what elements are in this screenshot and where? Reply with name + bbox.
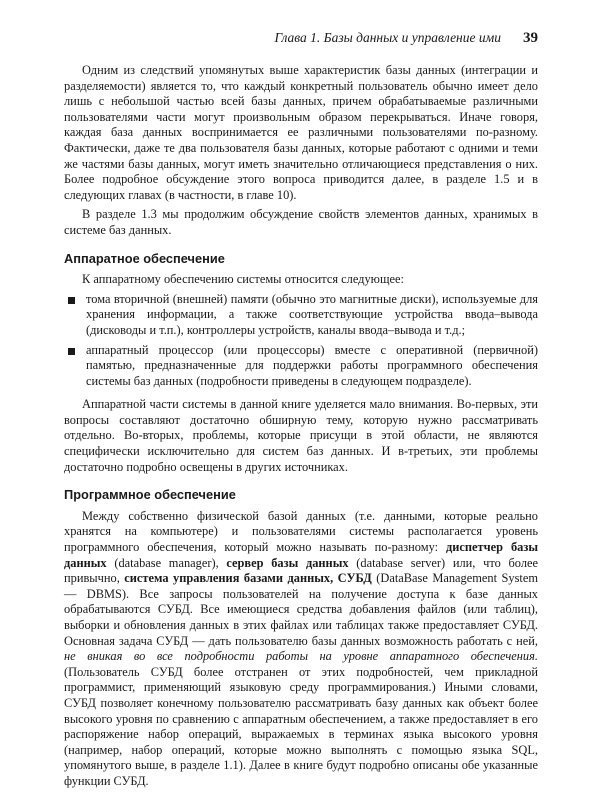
hardware-paragraph: Аппаратной части системы в данной книге уделяется мало внимания. Во-первых, эти вопросы составляют достаточно обширную тему, которую нужно рассматривать отдельно. Во-вторых, проблемы, которые присущи в этой области, не являются специфически исключительно для систем баз данных. И в-третьих, эти проблемы достаточно подробно освещены в других источниках. xyxy=(64,397,538,474)
text-run: Между собственно физической базой данных (т.е. данными, которые реально хранятся на компьютере) и пользователями системы располагается уровень программного обеспечения, который можно называть по-разному: xyxy=(64,508,538,555)
term-database-manager: диспетчер базы данных xyxy=(64,540,539,570)
term-database-server: сервер базы данных xyxy=(226,555,349,570)
hardware-lead: К аппаратному обеспечению системы относится следующее: xyxy=(82,272,404,287)
hardware-heading: Аппаратное обеспечение xyxy=(64,250,225,266)
text-run: (database manager), xyxy=(106,555,227,570)
page-body xyxy=(64,63,538,794)
hardware-list xyxy=(64,292,538,390)
intro-paragraph-1: Одним из следствий упомянутых выше характеристик базы данных (интеграции и разделяемости) является то, что каждый конкретный пользователь обычно имеет дело лишь с небольшой частью всей базы данных, причем обрабатываемые различными пользователями части могут произвольным образом перекрываться. Иначе говоря, каждая база данных воспринимается ее различными пользователями по-разному. Фактически, даже те два пользователя базы данных, которые работают с одними и теми же частями базы данных, могут иметь значительно отличающиеся представления о них. Более подробное обсуждение этого вопроса приводится далее, в разделе 1.5 и в следующих главах (в частности, в главе 10). xyxy=(64,63,538,202)
software-heading: Программное обеспечение xyxy=(64,487,236,503)
square-bullet-icon xyxy=(68,297,75,304)
chapter-title: Глава 1. Базы данных и управление ими xyxy=(274,30,501,45)
list-item-text: аппаратный процессор (или процессоры) вместе с оперативной (первичной) памятью, предназначенные для поддержки работы программного обеспечения системы баз данных (подробности приведены в следующем подразделе). xyxy=(86,342,538,388)
square-bullet-icon xyxy=(68,348,75,355)
running-head xyxy=(274,30,538,47)
text-run: (DataBase Management System — DBMS). Все запросы пользователей на получение доступа к базе данных обрабатываются СУБД. Все имеющиеся средства добавления файлов (или таблиц), выборки и обновления данных в этих файлах или таблицах также предоставляет СУБД. Основная задача СУБД — дать пользователю базы данных возможность работать с ней, xyxy=(64,571,538,648)
intro-paragraph-2: В разделе 1.3 мы продолжим обсуждение свойств элементов данных, хранимых в системе баз данных. xyxy=(64,207,538,237)
list-item xyxy=(64,292,538,339)
text-run: (Пользователь СУБД более отстранен от этих подробностей, чем прикладной программист, применяющий языковую среду программирования.) Иными словами, СУБД позволяет конечному пользователю рассматривать базу данных как объект более высокого уровня по сравнению с аппаратным обеспечением, а также предоставляет в его распоряжение набор операций, выражаемых в терминах языка высокого уровня (например, набор операций, которые можно выполнять с помощью языка SQL, упомянутого выше, в разделе 1.1). Далее в книге будут подробно описаны обе указанные функции СУБД. xyxy=(64,664,538,788)
emphasis-text: не вникая во все подробности работы на уровне аппаратного обеспечения. xyxy=(64,649,538,664)
term-dbms: система управления базами данных, СУБД xyxy=(124,571,372,586)
page-number: 39 xyxy=(523,30,538,46)
list-item-text: тома вторичной (внешней) памяти (обычно это магнитные диски), используемые для хранения информации, а также соответствующие устройства ввода–вывода (дисководы и т.п.), контроллеры устройств, каналы ввода–вывода и т.д.; xyxy=(86,291,538,337)
list-item xyxy=(64,343,538,390)
text-run: (database server) или, что более привычно, xyxy=(64,555,538,586)
software-paragraph xyxy=(64,509,538,790)
